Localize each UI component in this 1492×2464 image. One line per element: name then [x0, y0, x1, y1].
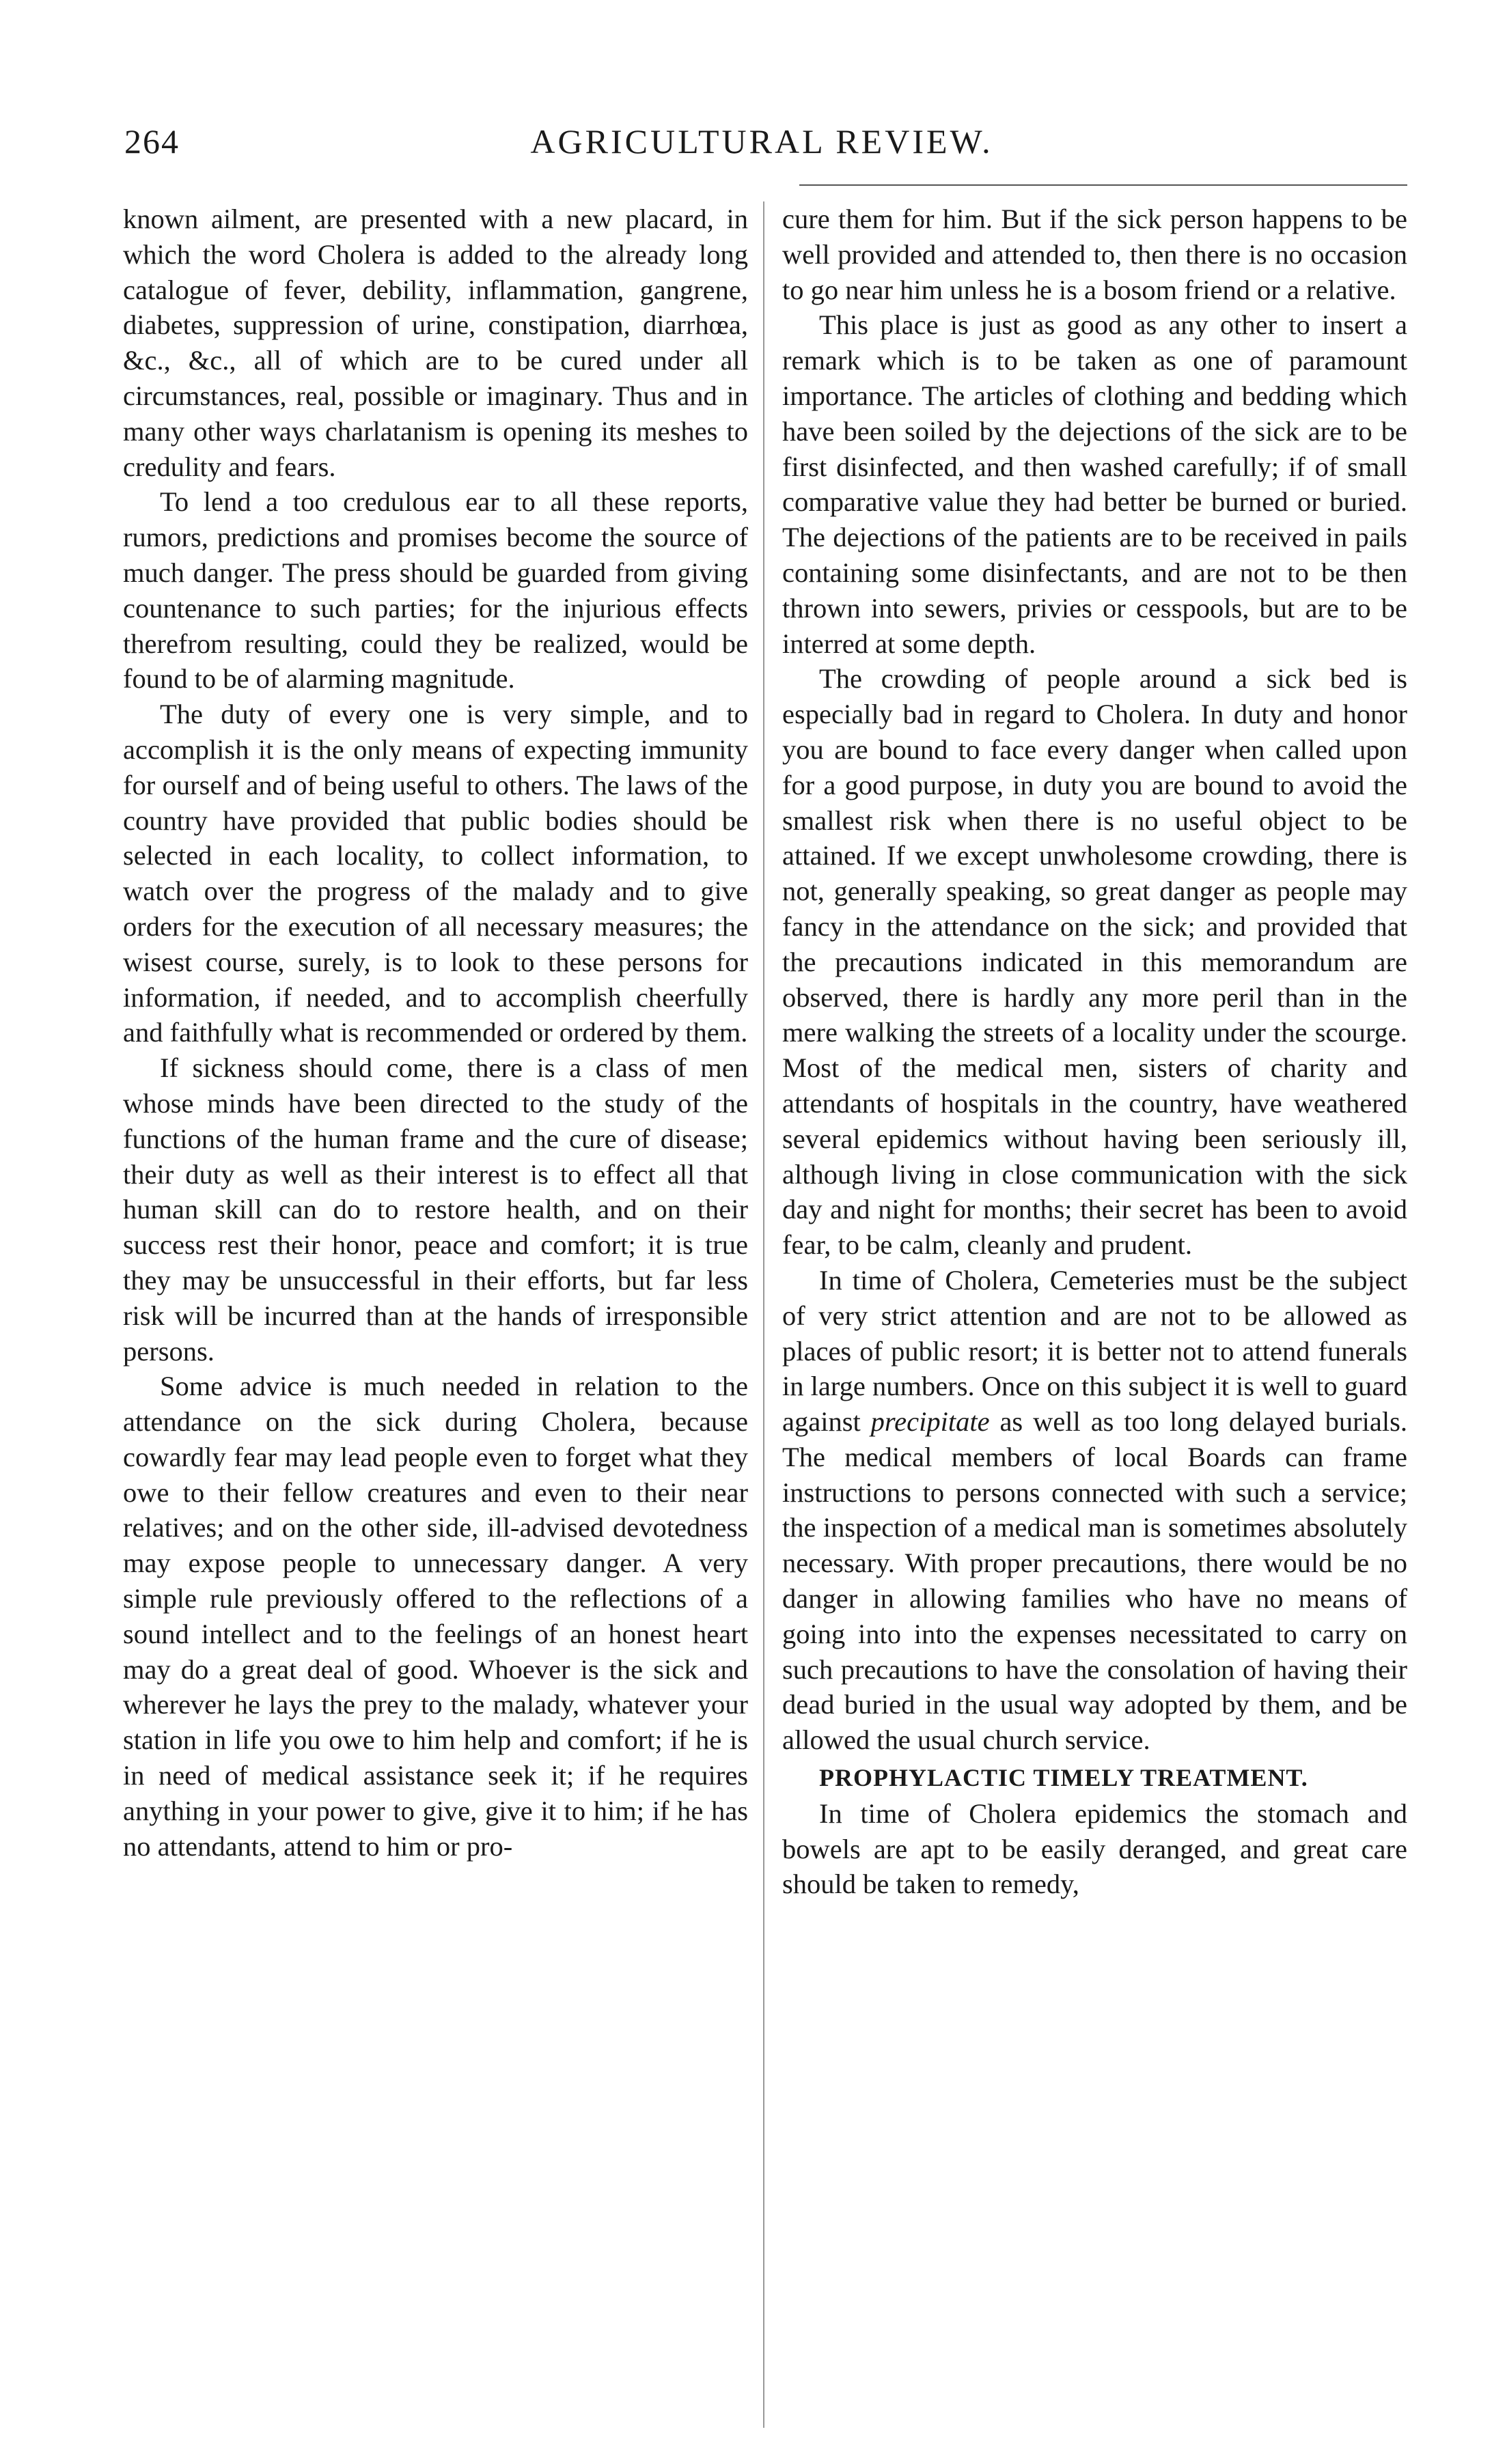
column-divider [763, 201, 764, 2428]
page-number: 264 [124, 122, 180, 160]
left-column [123, 201, 748, 1864]
left-paragraph-4: If sickness should come, there is a class of men whose minds have been directed to the study of the functions of the human frame and the cure of disease; their duty as well as their interest is to effect all that human skill can do to restore health, and on their success rest their honor, peace and comfort; it is true they may be unsuccessful in their efforts, but far less risk will be incurred than at the hands of irresponsible persons. [123, 1052, 748, 1367]
right-paragraph-2: This place is just as good as any other to insert a remark which is to be taken as one of paramount importance. The articles of clothing and bedding which have been soiled by the dejections of the sick are to be first disinfected, and then washed carefully; if of small comparative value they had better be burned or buried. The dejections of the patients are to be received in pails containing some disinfectants, and are not to be then thrown into sewers, privies or cesspools, but are to be interred at some depth. [782, 309, 1407, 659]
right-paragraph-1: cure them for him. But if the sick person happens to be well provided and attended to, then there is no occasion to go near him unless he is a bosom friend or a relative. [782, 204, 1407, 305]
right-paragraph-4-part-2: as well as too long delayed burials. The medical members of local Boards can frame instructions to persons connected with such a service; the inspection of a medical man is sometimes absolutely necessary. With proper precautions, there would be no danger in allowing families who have no means of going into into the expenses necessitated to carry on such precautions to have the consolation of having their dead buried in the usual way adopted by them, and be allowed the usual church service. [782, 1406, 1408, 1756]
left-paragraph-3: The duty of every one is very simple, and to accomplish it is the only means of expecting immunity for ourself and of being useful to others. The laws of the country have provided that public bodies should be selected in each locality, to collect information, to watch over the progress of the malady and to give orders for the execution of all necessary measures; the wisest course, surely, is to look to these persons for information, if needed, and to accomplish cheerfully and faithfully what is recommended or ordered by them. [123, 699, 748, 1048]
right-paragraph-3: The crowding of people around a sick bed is especially bad in regard to Cholera. In duty and honor you are bound to face every danger when called upon for a good purpose, in duty you are bound to avoid the smallest risk when there is no useful object to be attained. If we except unwholesome crowding, there is not, generally speaking, so great danger as people may fancy in the attendance on the sick; and provided that the precautions indicated in this memorandum are observed, there is hardly any more peril than in the mere walking the streets of a locality under the scourge. Most of the medical men, sisters of charity and attendants of hospitals in the country, have weathered several epidemics without having been seriously ill, although living in close communication with the sick day and night for months; their secret has been to avoid fear, to be calm, cleanly and prudent. [782, 663, 1407, 1261]
section-heading: PROPHYLACTIC TIMELY TREATMENT. [819, 1764, 1308, 1792]
italic-precipitate: precipitate [870, 1406, 990, 1438]
left-paragraph-2: To lend a too credulous ear to all these reports, rumors, predictions and promises become the source of much danger. The press should be guarded from giving countenance to such parties; for the injurious effects therefrom resulting, could they be realized, would be found to be of alarming magnitude. [123, 486, 748, 695]
two-column-body [116, 201, 1407, 2421]
right-column [782, 201, 1407, 1902]
left-paragraph-1: known ailment, are presented with a new placard, in which the word Cholera is added to the already long catalogue of fever, debility, inflammation, gangrene, diabetes, suppression of urine, constipation, diarrhœa, &c., &c., all of which are to be cured under all circumstances, real, possible or imaginary. Thus and in many other ways charlatanism is opening its meshes to credulity and fears. [123, 204, 748, 482]
right-paragraph-4 [782, 1263, 1407, 1758]
header-rule [799, 184, 1407, 186]
journal-page [116, 116, 1407, 2424]
right-paragraph-5: In time of Cholera epidemics the stomach and bowels are apt to be easily deranged, and great care should be taken to remedy, [782, 1797, 1407, 1900]
running-title: AGRICULTURAL REVIEW. [530, 122, 993, 160]
left-paragraph-5: Some advice is much needed in relation to the attendance on the sick during Cholera, because cowardly fear may lead people even to forget what they owe to their fellow creatures and even to their near relatives; and on the other side, ill-advised devotedness may expose people to unnecessary danger. A very simple rule previously offered to the reflections of a sound intellect and to the feelings of an honest heart may do a great deal of good. Whoever is the sick and wherever he lays the prey to the malady, whatever your station in life you owe to him help and comfort; if he is in need of medical assistance seek it; if he requires anything in your power to give, give it to him; if he has no attendants, attend to him or pro- [123, 1371, 748, 1862]
right-paragraph-4-part-1: In time of Cholera, Cemeteries must be the subject of very strict attention and are not to be allowed as places of public resort; it is better not to attend funerals in large numbers. Once on this subject it is well to guard against [782, 1264, 1407, 1438]
page-header [116, 116, 1407, 171]
